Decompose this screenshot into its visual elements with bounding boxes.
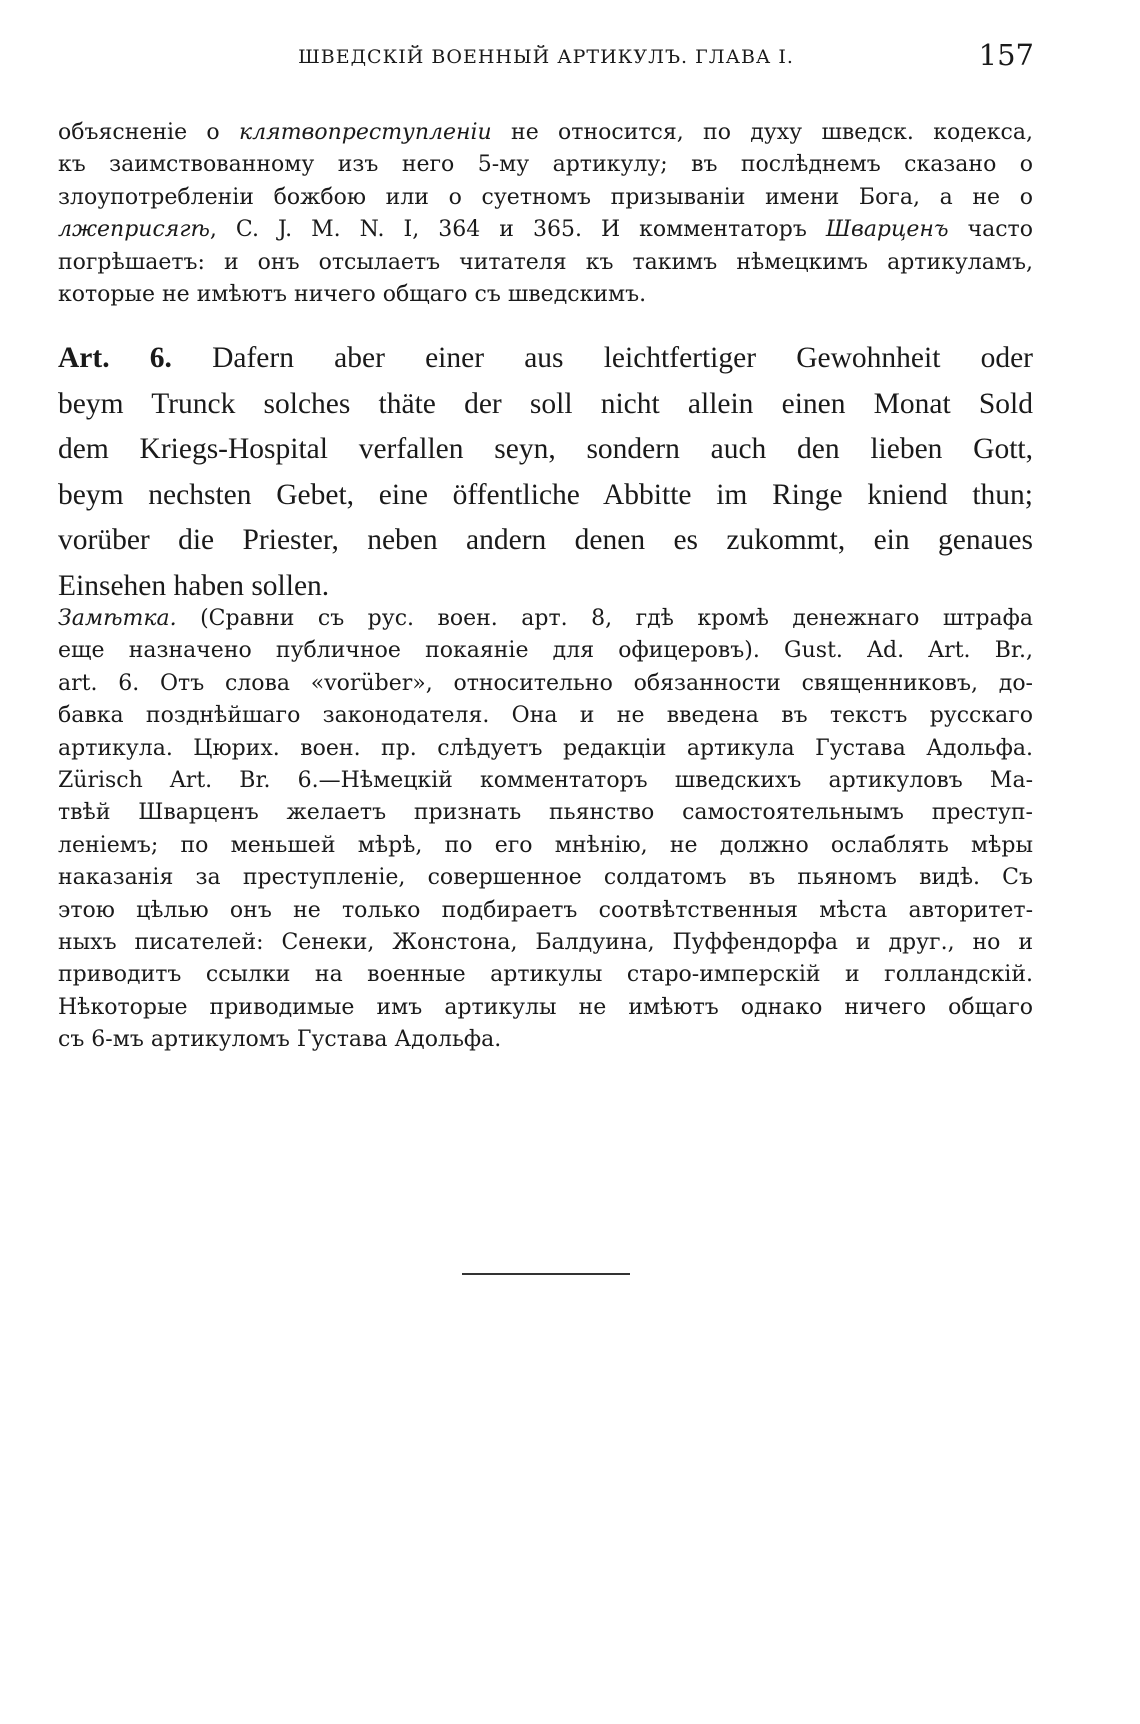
text-line: Art. 6. Dafern aber einer aus leichtfertiger Gewohnheit oder — [58, 342, 1033, 374]
article-label: Art. 6. — [58, 342, 172, 374]
note-paragraph — [58, 603, 1033, 1057]
note-label: Замѣтка. — [58, 606, 177, 631]
text-line: наказанія за преступленіе, совершенное солдатомъ въ пьяномъ видѣ. Съ — [58, 865, 1033, 891]
running-head — [58, 36, 1034, 76]
text-line: злоупотребленіи божбою или о суетномъ призываніи имени Бога, а не о — [58, 184, 1033, 210]
text-line: Zürisch Art. Br. 6.—Нѣмецкій комментаторъ шведскихъ артикуловъ Ма- — [58, 768, 1033, 794]
article-paragraph — [58, 336, 1033, 610]
text-line: твѣй Шварценъ желаетъ признать пьянство самостоятельнымъ преступ- — [58, 800, 1033, 826]
end-rule — [462, 1273, 630, 1275]
page-number: 157 — [978, 38, 1034, 72]
text-line: бавка позднѣйшаго законодателя. Она и не введена въ текстъ русскаго — [58, 703, 1033, 729]
text-line: еще назначено публичное покаяніе для офицеровъ). Gust. Ad. Art. Br., — [58, 638, 1033, 664]
text-line: vorüber die Priester, neben andern denen es zukommt, ein genaues — [58, 524, 1033, 557]
text-line: приводитъ ссылки на военные артикулы старо-имперскій и голландскій. — [58, 962, 1033, 988]
text-line: объясненіе о клятвопреступленіи не относится, по духу шведск. кодекса, — [58, 120, 1033, 145]
text-line: лжеприсягѣ, C. J. M. N. I, 364 и 365. И комментаторъ Шварценъ часто — [58, 217, 1033, 243]
text-line: Нѣкоторые приводимые имъ артикулы не имѣютъ однако ничего общаго — [58, 994, 1033, 1020]
text-line: артикула. Цюрих. воен. пр. слѣдуетъ редакціи артикула Густава Адольфа. — [58, 735, 1033, 761]
text-line: beym nechsten Gebet, eine öffentliche Abbitte im Ringe kniend thun; — [58, 478, 1033, 511]
text-line: къ заимствованному изъ него 5-му артикулу; въ послѣднемъ сказано о — [58, 152, 1033, 178]
text-line: этою цѣлью онъ не только подбираетъ соотвѣтственныя мѣста авторитет- — [58, 897, 1033, 923]
text-line: dem Kriegs-Hospital verfallen seyn, sondern auch den lieben Gott, — [58, 433, 1033, 466]
text-line: Замѣтка. (Сравни съ рус. воен. арт. 8, гдѣ кромѣ денежнаго штрафа — [58, 606, 1033, 631]
commentary-paragraph — [58, 117, 1033, 311]
text-line: ныхъ писателей: Сенеки, Жонстона, Балдуина, Пуффендорфа и друг., но и — [58, 930, 1033, 956]
text-line: art. 6. Отъ слова «vorüber», относительно обязанности священниковъ, до- — [58, 670, 1033, 696]
text-line: beym Trunck solches thäte der soll nicht allein einen Monat Sold — [58, 387, 1033, 420]
text-line: погрѣшаетъ: и онъ отсылаетъ читателя къ такимъ нѣмецкимъ артикуламъ, — [58, 249, 1033, 275]
running-title: ШВЕДСКІЙ ВОЕННЫЙ АРТИКУЛЪ. ГЛАВА I. — [298, 46, 794, 68]
text-line: леніемъ; по меньшей мѣрѣ, по его мнѣнію, не должно ослаблять мѣры — [58, 832, 1033, 858]
text-line: Einsehen haben sollen. — [58, 569, 330, 602]
text-line: которые не имѣютъ ничего общаго съ шведскимъ. — [58, 282, 647, 308]
text-line: съ 6-мъ артикуломъ Густава Адольфа. — [58, 1027, 502, 1053]
